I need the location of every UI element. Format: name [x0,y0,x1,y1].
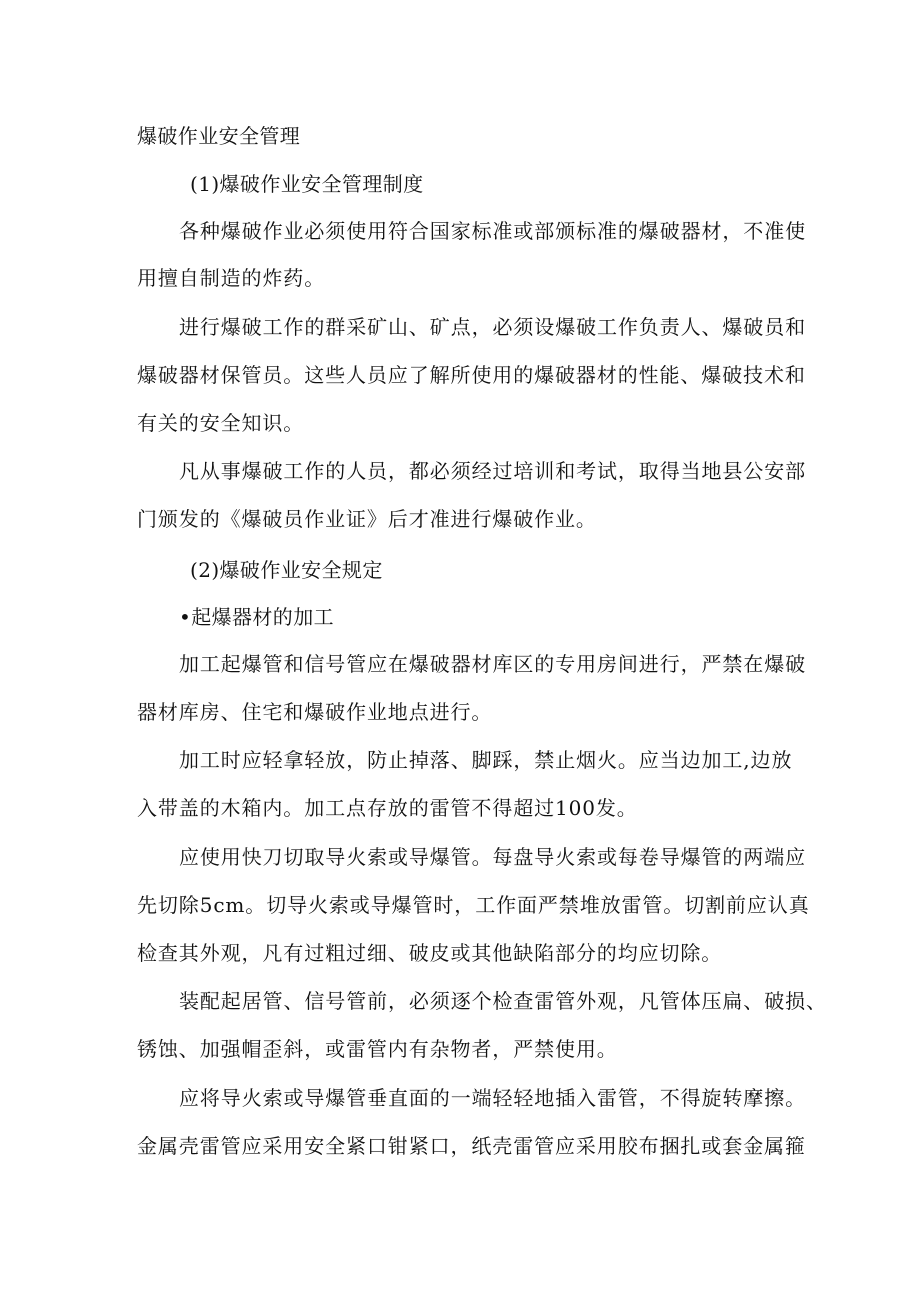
paragraph-8-line-1: 应将导火索或导爆管垂直面的一端轻轻地插入雷管，不得旋转摩擦。 [179,1086,806,1110]
paragraph-7-line-1: 装配起居管、信号管前，必须逐个检查雷管外观，凡管体压扁、破损、 [179,989,827,1013]
paragraph-6-line-2: 先切除5cm。切导火索或导爆管时，工作面严禁堆放雷管。切割前应认真 [137,893,810,917]
paragraph-8-line-2: 金属壳雷管应采用安全紧口钳紧口，纸壳雷管应采用胶布捆扎或套金属箍 [137,1134,806,1158]
paragraph-1-line-1: 各种爆破作业必须使用符合国家标准或部颁标准的爆破器材，不准使 [179,219,806,243]
document-title: 爆破作业安全管理 [137,124,301,148]
paragraph-5-line-1: 加工时应轻拿轻放，防止掉落、脚踩，禁止烟火。应当边加工,边放 [179,748,793,772]
paragraph-4-line-2: 器材库房、住宅和爆破作业地点进行。 [137,700,493,724]
section-heading-1: (1)爆破作业安全管理制度 [190,172,424,196]
paragraph-2-line-1: 进行爆破工作的群采矿山、矿点，必须设爆破工作负责人、爆破员和 [179,315,806,339]
paragraph-4-line-1: 加工起爆管和信号管应在爆破器材库区的专用房间进行，严禁在爆破 [179,652,806,676]
paragraph-2-line-2: 爆破器材保管员。这些人员应了解所使用的爆破器材的性能、爆破技术和 [137,363,806,387]
paragraph-2-line-3: 有关的安全知识。 [137,411,305,435]
paragraph-7-line-2: 锈蚀、加强帽歪斜，或雷管内有杂物者，严禁使用。 [137,1037,618,1061]
paragraph-6-line-1: 应使用快刀切取导火索或导爆管。每盘导火索或每卷导爆管的两端应 [179,845,806,869]
paragraph-5-line-2: 入带盖的木箱内。加工点存放的雷管不得超过100发。 [137,796,638,820]
paragraph-3-line-2: 门颁发的《爆破员作业证》后才准进行爆破作业。 [137,507,597,531]
paragraph-1-line-2: 用擅自制造的炸药。 [137,266,326,290]
bullet-item-detonator-processing: •起爆器材的加工 [179,605,334,629]
section-heading-2: (2)爆破作业安全规定 [190,558,383,582]
paragraph-6-line-3: 检查其外观，凡有过粗过细、破皮或其他缺陷部分的均应切除。 [137,941,723,965]
paragraph-3-line-1: 凡从事爆破工作的人员，都必须经过培训和考试，取得当地县公安部 [179,459,806,483]
